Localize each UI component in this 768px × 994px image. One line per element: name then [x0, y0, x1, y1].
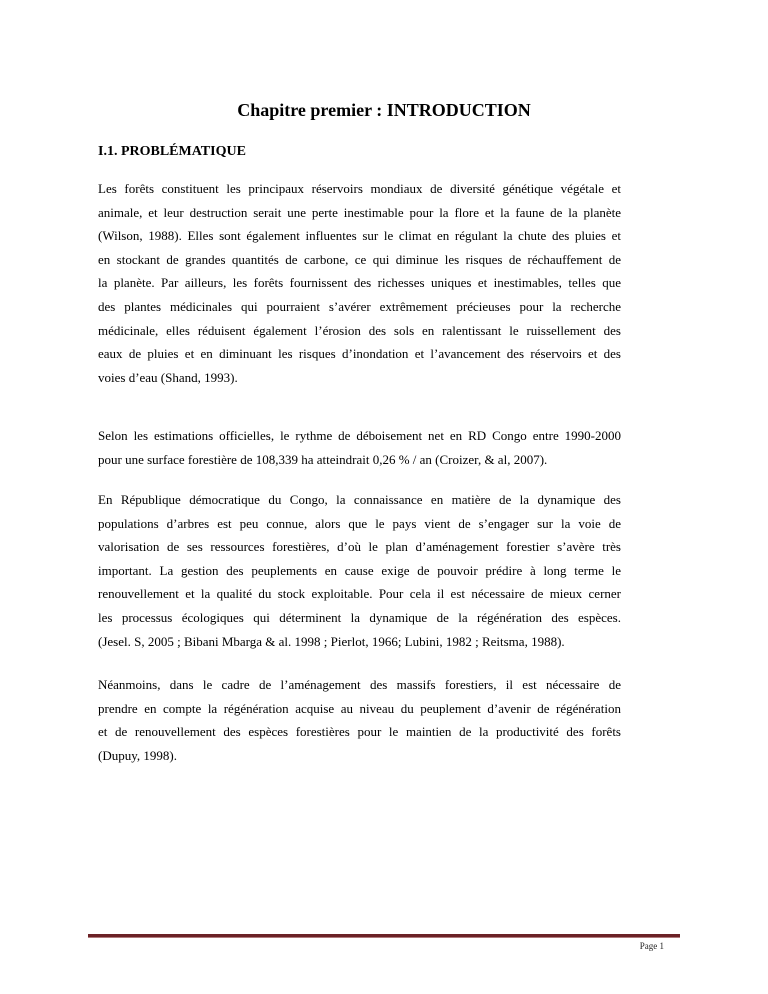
page-number: Page 1: [639, 941, 664, 951]
text-line: important. La gestion des peuplements en cause exige de pouvoir prédire à long terme le: [98, 562, 621, 578]
text-line: (Jesel. S, 2005 ; Bibani Mbarga & al. 1998 ; Pierlot, 1966; Lubini, 1982 ; Reitsma, 1988).: [98, 633, 565, 649]
text-line: Néanmoins, dans le cadre de l’aménagement des massifs forestiers, il est nécessaire de: [98, 677, 621, 692]
text-line: voies d’eau (Shand, 1993).: [98, 369, 238, 385]
text-line: médicinale, elles réduisent également l’érosion des sols en ralentissant le ruissellement des: [98, 322, 621, 338]
text-line: des plantes médicinales qui pourraient s’avérer extrêmement précieuses pour la recherche: [98, 298, 621, 314]
text-line: animale, et leur destruction serait une perte inestimable pour la flore et la faune de la planète: [98, 204, 621, 220]
text-line: Les forêts constituent les principaux réservoirs mondiaux de diversité génétique végétale et: [98, 181, 621, 196]
text-line: en stockant de grandes quantités de carbone, ce qui diminue les risques de réchauffement de: [98, 251, 621, 267]
section-heading: I.1. PROBLÉMATIQUE: [98, 144, 246, 159]
text-line: eaux de pluies et en diminuant les risques d’inondation et l’avancement des réservoirs et des: [98, 346, 621, 362]
text-line: valorisation de ses ressources forestières, d’où le plan d’aménagement forestier s’avère très: [98, 539, 621, 555]
text-line: En République démocratique du Congo, la connaissance en matière de la dynamique des: [98, 492, 621, 507]
text-line: prendre en compte la régénération acquise au niveau du peuplement d’avenir de régénération: [98, 700, 621, 716]
footer-rule: [88, 934, 680, 938]
text-line: les processus écologiques qui déterminent la dynamique de la régénération des espèces.: [98, 609, 621, 625]
paragraph: [98, 177, 621, 389]
text-line: pour une surface forestière de 108,339 ha atteindrait 0,26 % / an (Croizer, & al, 2007).: [98, 451, 548, 467]
text-line: Selon les estimations officielles, le rythme de déboisement net en RD Congo entre 1990-2000: [98, 428, 621, 443]
chapter-title: Chapitre premier : INTRODUCTION: [237, 100, 531, 120]
text-line: renouvellement et la qualité du stock exploitable. Pour cela il est nécessaire de mieux cerner: [98, 586, 621, 602]
text-line: et de renouvellement des espèces forestières pour le maintien de la productivité des forêts: [98, 724, 621, 740]
text-line: la planète. Par ailleurs, les forêts fournissent des richesses uniques et inestimables, telles que: [98, 275, 621, 291]
paragraph: [98, 673, 621, 767]
paragraph: [98, 488, 621, 653]
text-line: (Wilson, 1988). Elles sont également influentes sur le climat en régulant la chute des pluies et: [98, 228, 621, 244]
paragraph: [98, 424, 621, 471]
text-line: (Dupuy, 1998).: [98, 747, 177, 763]
text-line: populations d’arbres est peu connue, alors que le pays vient de s’engager sur la voie de: [98, 515, 621, 531]
